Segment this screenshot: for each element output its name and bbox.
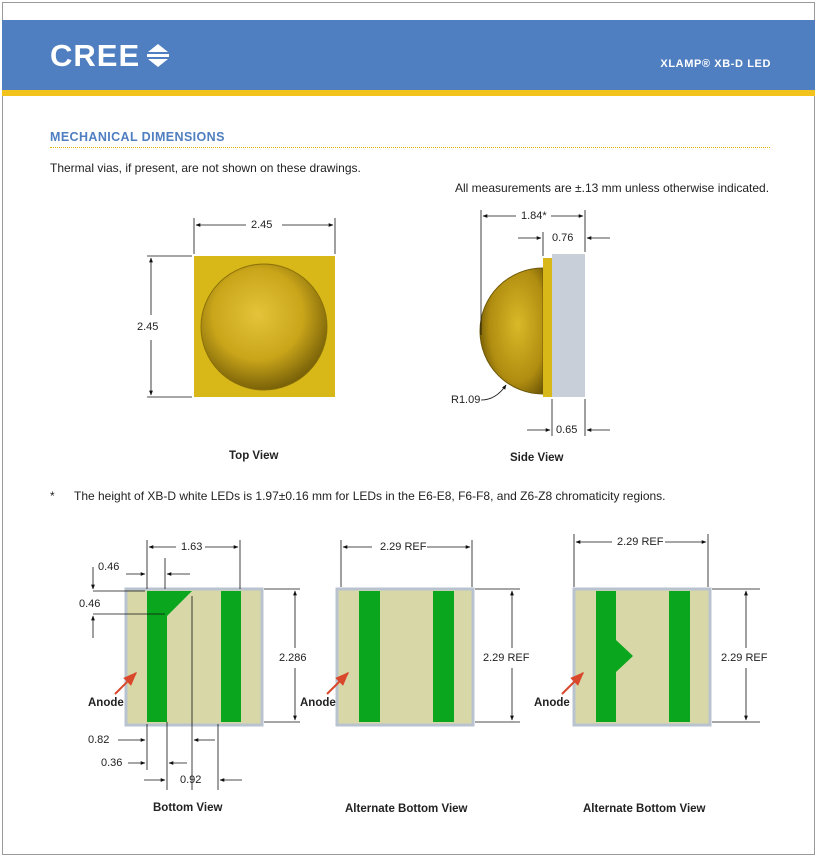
side-view-076-label: 0.76 bbox=[552, 232, 574, 244]
brand-logo: CREE bbox=[50, 38, 141, 73]
tolerance-note: All measurements are ±.13 mm unless otherwise indicated. bbox=[455, 181, 770, 195]
side-view-drawing bbox=[480, 210, 610, 436]
bottom-view-036-label: 0.36 bbox=[101, 757, 123, 769]
side-view-total-label: 1.84* bbox=[521, 210, 547, 222]
bottom-view-082-label: 0.82 bbox=[88, 734, 110, 746]
bottom-view-anode-label: Anode bbox=[88, 697, 124, 709]
side-view-caption: Side View bbox=[510, 452, 564, 464]
alt2-caption: Alternate Bottom View bbox=[583, 803, 706, 815]
bottom-view-163-label: 1.63 bbox=[181, 541, 203, 553]
alt2-anode-label: Anode bbox=[534, 697, 570, 709]
section-title: MECHANICAL DIMENSIONS bbox=[50, 130, 225, 144]
product-name: XLAMP® XB-D LED bbox=[660, 58, 771, 70]
bottom-view-height-label: 2.286 bbox=[279, 652, 307, 664]
footnote-text: The height of XB-D white LEDs is 1.97±0.16 mm for LEDs in the E6-E8, F6-F8, and Z6-Z8 chromaticity regions. bbox=[74, 489, 666, 503]
thermal-vias-note: Thermal vias, if present, are not shown on these drawings. bbox=[50, 161, 361, 175]
top-view-caption: Top View bbox=[229, 450, 279, 462]
side-view-radius-label: R1.09 bbox=[451, 394, 481, 406]
alt2-height-label: 2.29 REF bbox=[721, 652, 768, 664]
side-view-065-label: 0.65 bbox=[556, 424, 578, 436]
top-view-height-label: 2.45 bbox=[137, 321, 159, 333]
bottom-view-092-label: 0.92 bbox=[180, 774, 202, 786]
top-view-drawing bbox=[147, 218, 335, 397]
alt-bottom-view-2-drawing bbox=[562, 534, 760, 725]
alt-bottom-view-1-drawing bbox=[327, 540, 520, 725]
bottom-view-drawing bbox=[93, 540, 300, 790]
top-view-width-label: 2.45 bbox=[251, 219, 273, 231]
bottom-view-caption: Bottom View bbox=[153, 802, 223, 814]
bottom-view-046b-label: 0.46 bbox=[79, 598, 101, 610]
bottom-view-046a-label: 0.46 bbox=[98, 561, 120, 573]
alt2-width-label: 2.29 REF bbox=[617, 536, 664, 548]
footnote-marker: * bbox=[50, 489, 55, 503]
alt1-height-label: 2.29 REF bbox=[483, 652, 530, 664]
alt1-anode-label: Anode bbox=[300, 697, 336, 709]
alt1-width-label: 2.29 REF bbox=[380, 541, 427, 553]
alt1-caption: Alternate Bottom View bbox=[345, 803, 468, 815]
